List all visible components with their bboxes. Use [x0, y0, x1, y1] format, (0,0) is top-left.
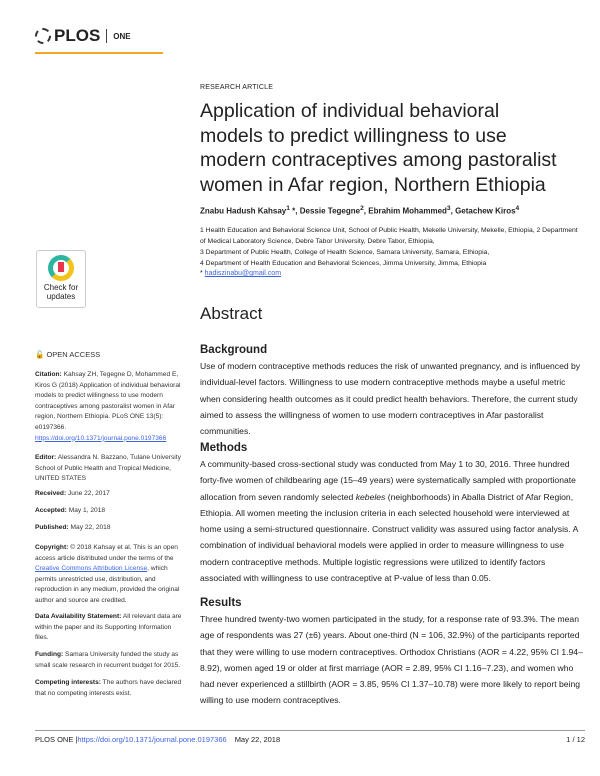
footer-doi-link[interactable]: https://doi.org/10.1371/journal.pone.0197366 — [77, 735, 227, 744]
logo-divider — [106, 29, 107, 43]
accepted — [35, 506, 185, 517]
affiliation: 1 Health Education and Behavioral Science Unit, School of Public Health, Mekelle University, Mekelle, Ethiopia, 2 Department of Medical Laboratory Science, Debre Tabor University, Debre Tabor, Ethiopia, — [200, 227, 578, 245]
affiliation: 3 Department of Public Health, College of Health Science, Samara University, Samara, Ethiopia, — [200, 249, 490, 256]
copyright-text: © 2018 Kahsay et al. This is an open access article distributed under the terms of the — [35, 544, 178, 562]
copyright-text-end: , which permits unrestricted use, distribution, and reproduction in any medium, provided the original author and source are credited. — [35, 565, 180, 604]
accepted-date: May 1, 2018 — [68, 507, 106, 514]
citation-doi-link[interactable]: https://doi.org/10.1371/journal.pone.0197366 — [35, 434, 167, 442]
license-link[interactable]: Creative Commons Attribution License — [35, 565, 148, 573]
section-text — [200, 456, 585, 586]
published-label: Published: — [35, 524, 69, 531]
author-name: Getachew Kiros — [455, 206, 516, 216]
author-name: Ebrahim Mohammed — [368, 206, 447, 216]
author-sup: 4 — [515, 205, 520, 212]
open-access-text: OPEN ACCESS — [46, 350, 101, 359]
received-label: Received: — [35, 490, 67, 497]
corresponding-email: * hadiszinabu@gmail.com — [200, 270, 282, 277]
funding-text: Samara University funded the study as small scale research in recurrent budget for 2015. — [35, 651, 181, 669]
copyright-label: Copyright: — [35, 544, 69, 551]
published — [35, 523, 185, 534]
abstract-methods — [200, 442, 585, 586]
section-heading: Background — [200, 344, 268, 356]
competing-label: Competing interests: — [35, 679, 101, 686]
editor-label: Editor: — [35, 454, 57, 461]
text-emphasis: kebeles — [355, 491, 386, 502]
author-list: Znabu Hadush Kahsay$^1$ *, Dessie Tegegne$^2$, Ebrahim Mohammed$^3$, Getachew Kiros$^4$ — [200, 205, 520, 216]
received — [35, 489, 185, 500]
data-label: Data Availability Statement: — [35, 613, 122, 620]
header-accent-bar — [35, 52, 163, 54]
section-text: Three hundred twenty-two women participated in the study, for a response rate of 93.3%. The mean age of respondents was 27 (±6) years. About one-third (N = 106, 32.9%) of the participants reported that they were willing to use modern contraceptives. Orthodox Christians (AOR = 4.22, 95% CI 1.94–8.92), women aged 19 or older at first marriage (AOR = 2.89, 95% CI 1.16–7.23), and women who had never experienced a stillbirth (AOR = 3.85, 95% CI 1.37–10.78) were more likely to report being willing to use modern contraceptives. — [200, 614, 583, 706]
email-link[interactable]: hadiszinabu@gmail.com — [204, 270, 282, 277]
abstract-results — [200, 597, 585, 709]
author-sup: 3 — [446, 205, 451, 212]
citation — [35, 370, 185, 444]
author-name: Dessie Tegegne — [299, 206, 361, 216]
badge-line2: updates — [46, 292, 76, 301]
check-for-updates-badge[interactable] — [36, 250, 86, 308]
text-part: (neighborhoods) in Aballa District of Afar Region, Ethiopia. All women meeting the inclusion criteria in each selected household were interviewed at home using a semi-structured questionnaire. Construct validity was assured using factor analysis. A combination of individual behavioral models were applied in order to measure willingness to use modern contraceptive methods. Multiple logistic regressions were utilized to identify factors associated with willingness to use contraceptive at P-value of less than 0.05. — [200, 491, 578, 584]
competing-text: The authors have declared that no competing interests exist. — [35, 679, 182, 697]
text-part: A community-based cross-sectional study was conducted from May 1 to 30, 2016. Three hundred forty-five women of childbearing age (15–49 years) were systematically sampled with proportionate allocation from seven randomly selected — [200, 459, 576, 502]
footer-journal: PLOS ONE | — [35, 735, 78, 744]
affiliation: 4 Department of Health Education and Behavioral Sciences, Jimma University, Jimma, Ethiopia — [200, 260, 487, 267]
citation-text: Kahsay ZH, Tegegne D, Mohammed E, Kiros G (2018) Application of individual behavioral models to predict willingness to use modern contraceptives among pastoralist women in Afar region, Northern Ethiopia. PLoS ONE 13(5): e0197366. — [35, 371, 181, 431]
plos-one-logo: PLOS ONE — [35, 26, 131, 46]
footer-divider — [35, 730, 585, 731]
author-sup: 2 — [360, 205, 364, 212]
page-number: 1 / 12 — [566, 735, 585, 744]
plos-sun-icon — [35, 28, 51, 44]
editor — [35, 453, 185, 485]
article-title: Application of individual behavioral models to predict willingness to use modern contraceptives among pastoralist women in Afar region, Northern Ethiopia — [200, 100, 557, 196]
copyright — [35, 543, 185, 607]
section-heading: Methods — [200, 442, 248, 454]
crossmark-icon — [48, 255, 74, 281]
received-date: June 22, 2017 — [68, 490, 110, 497]
abstract-heading: Abstract — [200, 304, 263, 323]
abstract-background — [200, 344, 585, 439]
author-name: Znabu Hadush Kahsay — [200, 206, 287, 216]
funding — [35, 650, 185, 671]
editor-text: Alessandra N. Bazzano, Tulane University School of Public Health and Tropical Medicine, UNITED STATES — [35, 454, 181, 483]
badge-line1: Check for — [43, 283, 79, 292]
data-availability — [35, 612, 185, 644]
open-lock-icon: 🔓 — [35, 350, 45, 359]
page-footer — [35, 735, 585, 744]
funding-label: Funding: — [35, 651, 64, 658]
corresponding-mark: * — [289, 206, 296, 216]
open-access-label — [35, 350, 185, 361]
author-sup: 1 — [286, 205, 290, 212]
data-text: All relevant data are within the paper and its Supporting Information files. — [35, 613, 182, 642]
section-text: Use of modern contraceptive methods reduces the risk of unwanted pregnancy, and is influenced by individual-level factors. Willingness to use modern contraceptive methods maybe a useful metric when considering health outcomes as it could predict health behaviors. Therefore, the current study aimed to assess the willingness of women to use modern contraceptives in Afar pastoralist communities. — [200, 361, 581, 437]
published-date: May 22, 2018 — [70, 524, 111, 531]
footer-date: May 22, 2018 — [234, 735, 281, 744]
article-type: RESEARCH ARTICLE — [200, 84, 274, 91]
affiliations — [200, 225, 585, 269]
accepted-label: Accepted: — [35, 507, 67, 514]
citation-label: Citation: — [35, 371, 62, 378]
section-heading: Results — [200, 597, 242, 609]
competing-interests — [35, 678, 185, 699]
